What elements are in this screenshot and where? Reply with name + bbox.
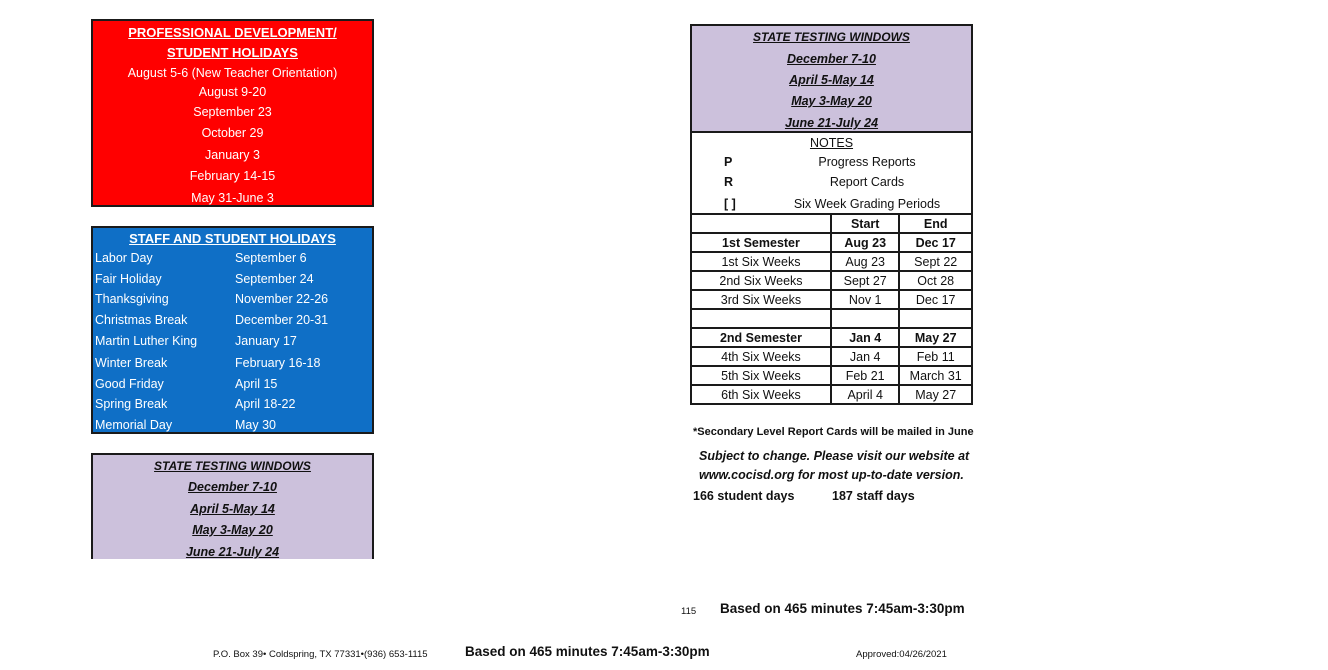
period-label: 3rd Six Weeks	[691, 290, 831, 309]
period-label: 4th Six Weeks	[691, 347, 831, 366]
pd-date: February 14-15	[189, 169, 276, 183]
notes-symbol: P	[724, 155, 733, 169]
period-end: Dec 17	[899, 290, 972, 309]
holiday-row	[95, 418, 373, 438]
subject-to-change-note: Subject to change. Please visit our website at	[699, 449, 970, 463]
period-label: 2nd Semester	[691, 328, 831, 347]
student-days: 166 student days	[693, 489, 795, 503]
holiday-name: Labor Day	[95, 251, 153, 265]
period-start: April 4	[831, 385, 900, 404]
holiday-date: January 17	[235, 334, 297, 348]
staff-holidays-title: STAFF AND STUDENT HOLIDAYS	[129, 231, 336, 246]
holiday-row	[95, 272, 373, 292]
period-start: Feb 21	[831, 366, 900, 385]
approved-date: Approved:04/26/2021	[856, 649, 947, 660]
period-label: 5th Six Weeks	[691, 366, 831, 385]
period-label	[691, 309, 831, 328]
notes-text: Report Cards	[829, 175, 905, 189]
holiday-name: Thanksgiving	[95, 292, 169, 306]
period-start: Jan 4	[831, 328, 900, 347]
address-footer: P.O. Box 39• Coldspring, TX 77331•(936) 653-1115	[213, 649, 428, 660]
table-header-start: Start	[831, 214, 900, 233]
pd-date: August 9-20	[198, 85, 267, 99]
pd-date: October 29	[201, 126, 264, 140]
period-start: Jan 4	[831, 347, 900, 366]
notes-text: Progress Reports	[818, 155, 916, 169]
table-row	[691, 271, 972, 290]
period-start: Aug 23	[831, 233, 900, 252]
table-row-spacer	[691, 309, 972, 328]
notes-text: Six Week Grading Periods	[793, 197, 941, 211]
notes-row	[692, 175, 971, 193]
testing-window: December 7-10	[188, 480, 277, 494]
period-label: 6th Six Weeks	[691, 385, 831, 404]
holiday-row	[95, 313, 373, 333]
table-row	[691, 233, 972, 252]
notes-symbol: R	[724, 175, 734, 189]
period-end	[899, 309, 972, 328]
testing-window: May 3-May 20	[791, 94, 872, 108]
holiday-row	[95, 356, 373, 376]
grading-periods-table	[690, 213, 973, 405]
period-end: Oct 28	[899, 271, 972, 290]
notes-row	[692, 155, 971, 173]
period-start	[831, 309, 900, 328]
holiday-date: September 24	[235, 272, 314, 286]
holiday-date: November 22-26	[235, 292, 329, 306]
period-end: Dec 17	[899, 233, 972, 252]
period-end: May 27	[899, 328, 972, 347]
minutes-note-bottom: Based on 465 minutes 7:45am-3:30pm	[465, 644, 710, 659]
table-row	[691, 347, 972, 366]
state-testing-box-left	[91, 453, 374, 559]
period-start: Nov 1	[831, 290, 900, 309]
period-label: 2nd Six Weeks	[691, 271, 831, 290]
holiday-name: Christmas Break	[95, 313, 188, 327]
notes-symbol: [ ]	[724, 197, 736, 211]
table-row	[691, 252, 972, 271]
holiday-name: Memorial Day	[95, 418, 173, 432]
period-end: May 27	[899, 385, 972, 404]
holiday-date: February 16-18	[235, 356, 321, 370]
holiday-row	[95, 251, 373, 271]
minutes-note-right: Based on 465 minutes 7:45am-3:30pm	[720, 601, 965, 616]
pd-holidays-box	[91, 19, 374, 207]
period-end: Feb 11	[899, 347, 972, 366]
pd-date: September 23	[193, 105, 272, 119]
holiday-row	[95, 292, 373, 312]
table-header-row	[691, 214, 972, 233]
testing-window: April 5-May 14	[789, 73, 874, 87]
pd-date: August 5-6 (New Teacher Orientation)	[127, 66, 338, 80]
state-testing-box-right	[690, 24, 973, 133]
holiday-date: April 18-22	[235, 397, 296, 411]
period-start: Aug 23	[831, 252, 900, 271]
holiday-date: May 30	[235, 418, 276, 432]
testing-window: April 5-May 14	[190, 502, 275, 516]
period-end: March 31	[899, 366, 972, 385]
holiday-name: Spring Break	[95, 397, 168, 411]
staff-holidays-box	[91, 226, 374, 434]
testing-window: June 21-July 24	[185, 545, 280, 559]
holiday-date: April 15	[235, 377, 278, 391]
holiday-name: Good Friday	[95, 377, 164, 391]
table-row	[691, 366, 972, 385]
table-header-end: End	[899, 214, 972, 233]
state-testing-title: STATE TESTING WINDOWS	[753, 30, 910, 44]
period-start: Sept 27	[831, 271, 900, 290]
holiday-name: Martin Luther King	[95, 334, 198, 348]
testing-window: May 3-May 20	[192, 523, 273, 537]
state-testing-title: STATE TESTING WINDOWS	[154, 459, 311, 473]
testing-window: June 21-July 24	[784, 116, 879, 130]
holiday-row	[95, 334, 373, 354]
period-label: 1st Six Weeks	[691, 252, 831, 271]
notes-block	[690, 131, 973, 215]
page-number: 115	[681, 606, 697, 617]
holiday-row	[95, 397, 373, 417]
pd-title-line2: STUDENT HOLIDAYS	[167, 45, 298, 60]
report-card-mail-note: *Secondary Level Report Cards will be mailed in June	[693, 426, 974, 438]
holiday-date: September 6	[235, 251, 307, 265]
table-header	[691, 214, 831, 233]
pd-date: May 31-June 3	[191, 191, 274, 205]
holiday-name: Fair Holiday	[95, 272, 162, 286]
pd-date: January 3	[205, 148, 260, 162]
holiday-name: Winter Break	[95, 356, 168, 370]
period-label: 1st Semester	[691, 233, 831, 252]
table-row	[691, 385, 972, 404]
grading-calendar-panel	[690, 131, 973, 424]
website-note: www.cocisd.org for most up-to-date version.	[699, 468, 964, 482]
holiday-date: December 20-31	[235, 313, 329, 327]
testing-window: December 7-10	[787, 52, 876, 66]
pd-title-line1: PROFESSIONAL DEVELOPMENT/	[128, 25, 337, 40]
table-row	[691, 290, 972, 309]
notes-title: NOTES	[809, 136, 854, 150]
period-end: Sept 22	[899, 252, 972, 271]
staff-days: 187 staff days	[832, 489, 915, 503]
table-row	[691, 328, 972, 347]
holiday-row	[95, 377, 373, 397]
